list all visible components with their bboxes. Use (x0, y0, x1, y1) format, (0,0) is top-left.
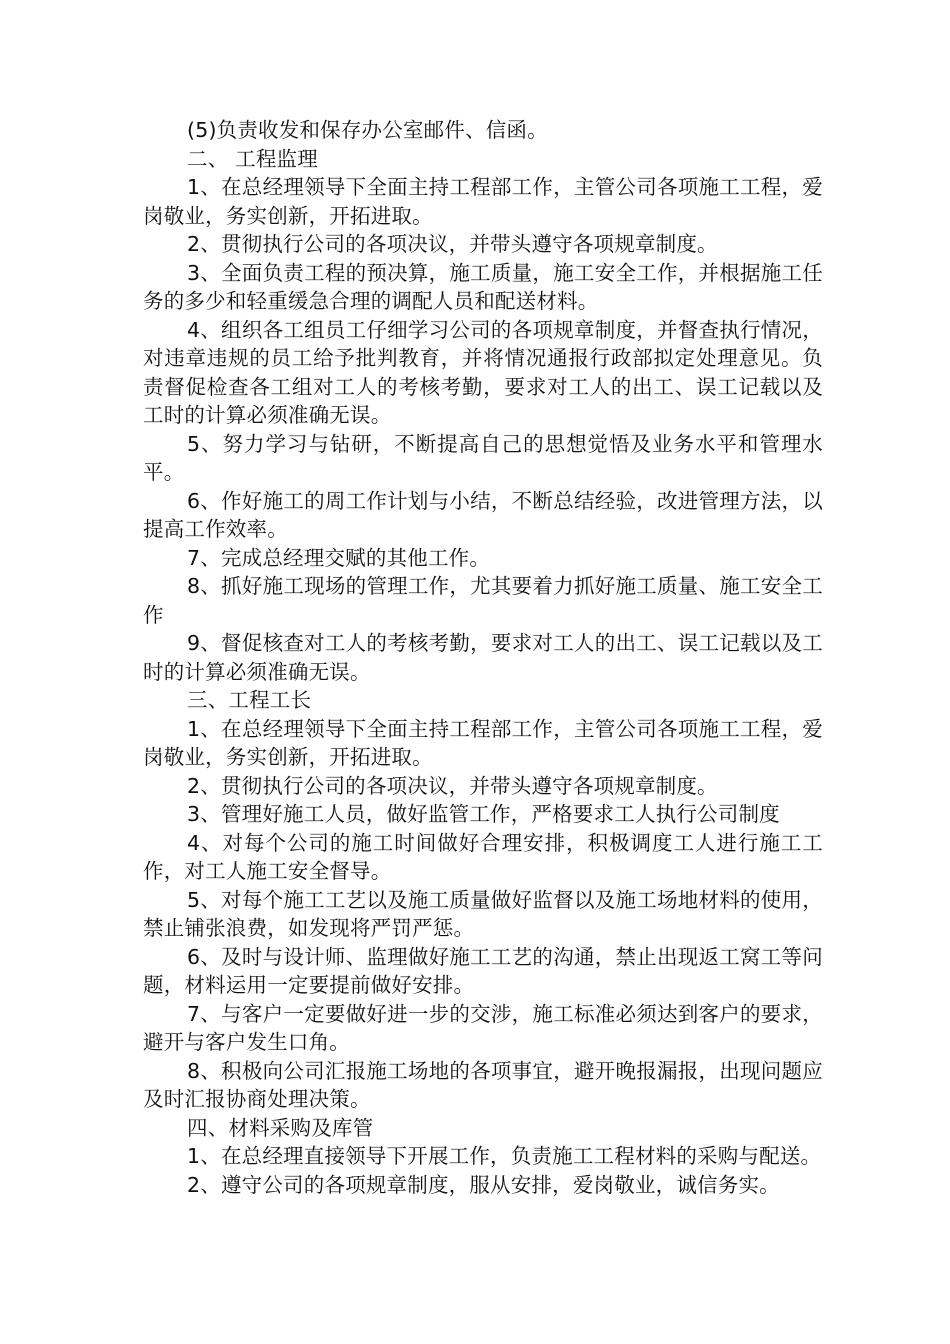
paragraph-foreman-5: 5、对每个施工工艺以及施工质量做好监督以及施工场地材料的使用，禁止铺张浪费，如发现将严罚严惩。 (143, 887, 823, 940)
paragraph-foreman-2: 2、贯彻执行公司的各项决议，并带头遵守各项规章制度。 (187, 773, 718, 798)
document-page (143, 116, 823, 1199)
paragraph-supervision-7: 7、完成总经理交赋的其他工作。 (187, 545, 491, 570)
section-heading-foreman: 三、工程工长 (187, 688, 312, 712)
paragraph-foreman-7: 7、与客户一定要做好进一步的交涉，施工标准必须达到客户的要求，避开与客户发生口角。 (143, 1001, 823, 1054)
paragraph-foreman-3: 3、管理好施工人员，做好监管工作，严格要求工人执行公司制度 (187, 802, 780, 826)
paragraph-supervision-3: 3、全面负责工程的预决算，施工质量，施工安全工作，并根据施工任务的多少和轻重缓急合理的调配人员和配送材料。 (143, 260, 823, 313)
paragraph-foreman-8: 8、积极向公司汇报施工场地的各项事宜，避开晚报漏报，出现问题应及时汇报协商处理决策。 (143, 1058, 823, 1111)
section-heading-supervision: 二、 工程监理 (187, 146, 318, 171)
paragraph-supervision-2: 2、贯彻执行公司的各项决议，并带头遵守各项规章制度。 (187, 232, 718, 256)
paragraph-mail-duty: (5)负责收发和保存办公室邮件、信函。 (187, 118, 548, 142)
paragraph-foreman-6: 6、及时与设计师、监理做好施工工艺的沟通，禁止出现返工窝工等问题，材料运用一定要提前做好安排。 (143, 944, 823, 997)
paragraph-supervision-6: 6、作好施工的周工作计划与小结，不断总结经验，改进管理方法，以提高工作效率。 (143, 488, 823, 541)
paragraph-foreman-4: 4、对每个公司的施工时间做好合理安排，积极调度工人进行施工工作，对工人施工安全督导。 (143, 830, 823, 883)
paragraph-procurement-1: 1、在总经理直接领导下开展工作，负责施工工程材料的采购与配送。 (187, 1144, 822, 1168)
section-heading-procurement: 四、材料采购及库管 (187, 1115, 374, 1140)
paragraph-supervision-1: 1、在总经理领导下全面主持工程部工作，主管公司各项施工工程，爱岗敬业，务实创新，开拓进取。 (143, 175, 823, 228)
paragraph-supervision-5: 5、努力学习与钻研，不断提高自己的思想觉悟及业务水平和管理水平。 (143, 431, 823, 484)
paragraph-supervision-9: 9、督促核查对工人的考核考勤，要求对工人的出工、误工记载以及工时的计算必须准确无误。 (143, 631, 823, 684)
paragraph-procurement-2: 2、遵守公司的各项规章制度，服从安排，爱岗敬业，诚信务实。 (187, 1172, 780, 1197)
paragraph-supervision-4: 4、组织各工组员工仔细学习公司的各项规章制度，并督查执行情况，对违章违规的员工给予批判教育，并将情况通报行政部拟定处理意见。负责督促检查各工组对工人的考核考勤，要求对工人的出工、误工记载以及工时的计算必须准确无误。 (143, 317, 823, 427)
paragraph-foreman-1: 1、在总经理领导下全面主持工程部工作，主管公司各项施工工程，爱岗敬业，务实创新，开拓进取。 (143, 716, 823, 769)
paragraph-supervision-8: 8、抓好施工现场的管理工作，尤其要着力抓好施工质量、施工安全工作 (143, 574, 823, 627)
